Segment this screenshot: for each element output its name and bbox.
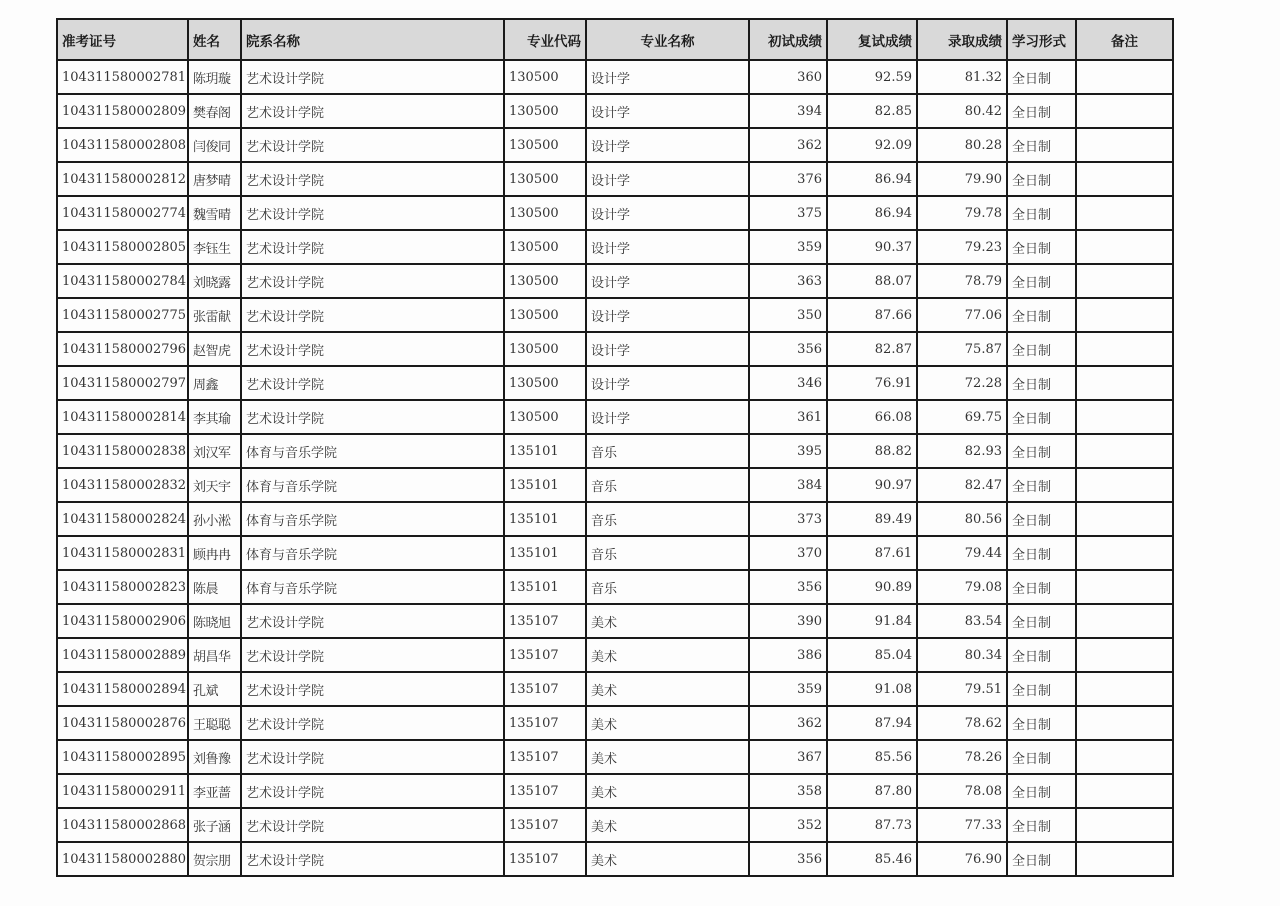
cell-major-code: 130500: [504, 332, 586, 366]
cell-admission-score: 79.23: [917, 230, 1007, 264]
cell-admission-score: 75.87: [917, 332, 1007, 366]
cell-department: 艺术设计学院: [241, 774, 504, 808]
cell-study-mode: 全日制: [1007, 570, 1076, 604]
table-row: [57, 230, 1173, 264]
cell-name: 孙小淞: [188, 502, 241, 536]
cell-major-code: 130500: [504, 400, 586, 434]
cell-name: 王聪聪: [188, 706, 241, 740]
cell-study-mode: 全日制: [1007, 128, 1076, 162]
cell-exam-id: 104311580002784: [57, 264, 188, 298]
cell-department: 艺术设计学院: [241, 128, 504, 162]
cell-remarks: [1076, 774, 1173, 808]
cell-prelim-score: 386: [749, 638, 827, 672]
cell-major-code: 135101: [504, 536, 586, 570]
cell-exam-id: 104311580002895: [57, 740, 188, 774]
cell-major-code: 130500: [504, 162, 586, 196]
cell-admission-score: 81.32: [917, 60, 1007, 94]
cell-remarks: [1076, 332, 1173, 366]
header-department: 院系名称: [241, 19, 504, 60]
table-row: [57, 60, 1173, 94]
cell-department: 艺术设计学院: [241, 94, 504, 128]
cell-department: 体育与音乐学院: [241, 502, 504, 536]
cell-department: 艺术设计学院: [241, 60, 504, 94]
cell-study-mode: 全日制: [1007, 94, 1076, 128]
header-major-code: 专业代码: [504, 19, 586, 60]
table-row: [57, 162, 1173, 196]
cell-department: 艺术设计学院: [241, 366, 504, 400]
cell-remarks: [1076, 808, 1173, 842]
cell-retest-score: 87.61: [827, 536, 917, 570]
cell-major-code: 130500: [504, 264, 586, 298]
cell-admission-score: 82.47: [917, 468, 1007, 502]
cell-admission-score: 83.54: [917, 604, 1007, 638]
cell-admission-score: 69.75: [917, 400, 1007, 434]
cell-study-mode: 全日制: [1007, 400, 1076, 434]
cell-major-code: 135107: [504, 808, 586, 842]
cell-major-code: 130500: [504, 196, 586, 230]
cell-major-name: 设计学: [586, 230, 749, 264]
cell-admission-score: 78.79: [917, 264, 1007, 298]
cell-major-name: 设计学: [586, 60, 749, 94]
cell-name: 陈晨: [188, 570, 241, 604]
cell-admission-score: 79.08: [917, 570, 1007, 604]
cell-name: 刘晓露: [188, 264, 241, 298]
cell-major-code: 135107: [504, 740, 586, 774]
cell-prelim-score: 395: [749, 434, 827, 468]
table-row: [57, 672, 1173, 706]
cell-retest-score: 90.97: [827, 468, 917, 502]
cell-prelim-score: 362: [749, 706, 827, 740]
table-row: [57, 740, 1173, 774]
cell-exam-id: 104311580002781: [57, 60, 188, 94]
table-row: [57, 502, 1173, 536]
cell-admission-score: 78.26: [917, 740, 1007, 774]
cell-remarks: [1076, 400, 1173, 434]
cell-name: 周鑫: [188, 366, 241, 400]
table-row: [57, 128, 1173, 162]
cell-remarks: [1076, 604, 1173, 638]
cell-exam-id: 104311580002894: [57, 672, 188, 706]
cell-admission-score: 78.62: [917, 706, 1007, 740]
cell-name: 魏雪晴: [188, 196, 241, 230]
cell-major-code: 135107: [504, 604, 586, 638]
header-retest-score: 复试成绩: [827, 19, 917, 60]
table-row: [57, 366, 1173, 400]
cell-department: 艺术设计学院: [241, 196, 504, 230]
cell-study-mode: 全日制: [1007, 774, 1076, 808]
cell-exam-id: 104311580002808: [57, 128, 188, 162]
cell-retest-score: 86.94: [827, 196, 917, 230]
cell-department: 体育与音乐学院: [241, 536, 504, 570]
cell-major-code: 135107: [504, 706, 586, 740]
table-row: [57, 536, 1173, 570]
cell-prelim-score: 370: [749, 536, 827, 570]
cell-exam-id: 104311580002774: [57, 196, 188, 230]
cell-exam-id: 104311580002775: [57, 298, 188, 332]
table-body: [57, 60, 1173, 876]
cell-prelim-score: 394: [749, 94, 827, 128]
cell-name: 张子涵: [188, 808, 241, 842]
table-header-row: [57, 19, 1173, 60]
table-row: [57, 468, 1173, 502]
cell-department: 体育与音乐学院: [241, 468, 504, 502]
cell-major-name: 设计学: [586, 298, 749, 332]
cell-department: 艺术设计学院: [241, 842, 504, 876]
header-prelim-score: 初试成绩: [749, 19, 827, 60]
cell-major-name: 美术: [586, 740, 749, 774]
cell-prelim-score: 390: [749, 604, 827, 638]
cell-prelim-score: 358: [749, 774, 827, 808]
cell-retest-score: 91.84: [827, 604, 917, 638]
cell-department: 艺术设计学院: [241, 808, 504, 842]
cell-exam-id: 104311580002832: [57, 468, 188, 502]
cell-exam-id: 104311580002814: [57, 400, 188, 434]
cell-study-mode: 全日制: [1007, 672, 1076, 706]
cell-major-code: 135107: [504, 842, 586, 876]
cell-major-code: 130500: [504, 60, 586, 94]
cell-retest-score: 90.89: [827, 570, 917, 604]
cell-name: 闫俊同: [188, 128, 241, 162]
cell-exam-id: 104311580002812: [57, 162, 188, 196]
cell-retest-score: 82.87: [827, 332, 917, 366]
cell-name: 贺宗朋: [188, 842, 241, 876]
cell-exam-id: 104311580002805: [57, 230, 188, 264]
cell-name: 刘汉军: [188, 434, 241, 468]
cell-major-name: 设计学: [586, 94, 749, 128]
cell-retest-score: 87.80: [827, 774, 917, 808]
cell-remarks: [1076, 672, 1173, 706]
cell-major-name: 设计学: [586, 366, 749, 400]
cell-study-mode: 全日制: [1007, 638, 1076, 672]
header-name: 姓名: [188, 19, 241, 60]
cell-admission-score: 82.93: [917, 434, 1007, 468]
cell-exam-id: 104311580002838: [57, 434, 188, 468]
cell-exam-id: 104311580002906: [57, 604, 188, 638]
admission-list-table: [56, 18, 1174, 877]
cell-remarks: [1076, 502, 1173, 536]
cell-retest-score: 76.91: [827, 366, 917, 400]
cell-name: 樊春阁: [188, 94, 241, 128]
cell-exam-id: 104311580002809: [57, 94, 188, 128]
table-row: [57, 434, 1173, 468]
cell-exam-id: 104311580002868: [57, 808, 188, 842]
cell-prelim-score: 384: [749, 468, 827, 502]
cell-major-code: 135107: [504, 638, 586, 672]
cell-exam-id: 104311580002796: [57, 332, 188, 366]
cell-major-name: 设计学: [586, 264, 749, 298]
cell-retest-score: 66.08: [827, 400, 917, 434]
cell-remarks: [1076, 706, 1173, 740]
cell-admission-score: 79.44: [917, 536, 1007, 570]
cell-retest-score: 91.08: [827, 672, 917, 706]
cell-major-code: 130500: [504, 128, 586, 162]
table-row: [57, 808, 1173, 842]
cell-prelim-score: 356: [749, 332, 827, 366]
cell-department: 艺术设计学院: [241, 672, 504, 706]
cell-major-name: 音乐: [586, 502, 749, 536]
cell-study-mode: 全日制: [1007, 366, 1076, 400]
cell-study-mode: 全日制: [1007, 706, 1076, 740]
cell-major-code: 130500: [504, 230, 586, 264]
cell-exam-id: 104311580002823: [57, 570, 188, 604]
cell-name: 李其瑜: [188, 400, 241, 434]
cell-major-code: 130500: [504, 298, 586, 332]
cell-remarks: [1076, 94, 1173, 128]
cell-department: 艺术设计学院: [241, 706, 504, 740]
cell-major-name: 美术: [586, 774, 749, 808]
cell-major-name: 美术: [586, 672, 749, 706]
cell-major-name: 设计学: [586, 196, 749, 230]
cell-study-mode: 全日制: [1007, 264, 1076, 298]
cell-prelim-score: 375: [749, 196, 827, 230]
table-row: [57, 298, 1173, 332]
cell-major-code: 130500: [504, 94, 586, 128]
cell-admission-score: 77.33: [917, 808, 1007, 842]
cell-major-name: 音乐: [586, 468, 749, 502]
cell-department: 艺术设计学院: [241, 638, 504, 672]
cell-name: 刘天宇: [188, 468, 241, 502]
cell-remarks: [1076, 740, 1173, 774]
cell-major-name: 美术: [586, 808, 749, 842]
cell-name: 李亚蔷: [188, 774, 241, 808]
header-major-name: 专业名称: [586, 19, 749, 60]
cell-major-name: 设计学: [586, 400, 749, 434]
header-exam-id: 准考证号: [57, 19, 188, 60]
cell-name: 赵智虎: [188, 332, 241, 366]
table-row: [57, 604, 1173, 638]
cell-major-name: 设计学: [586, 332, 749, 366]
cell-remarks: [1076, 434, 1173, 468]
cell-name: 陈晓旭: [188, 604, 241, 638]
cell-study-mode: 全日制: [1007, 230, 1076, 264]
cell-major-name: 设计学: [586, 128, 749, 162]
cell-admission-score: 80.28: [917, 128, 1007, 162]
cell-retest-score: 90.37: [827, 230, 917, 264]
cell-study-mode: 全日制: [1007, 60, 1076, 94]
table-row: [57, 842, 1173, 876]
cell-exam-id: 104311580002876: [57, 706, 188, 740]
cell-remarks: [1076, 366, 1173, 400]
cell-retest-score: 92.09: [827, 128, 917, 162]
cell-admission-score: 80.56: [917, 502, 1007, 536]
table-row: [57, 638, 1173, 672]
cell-department: 艺术设计学院: [241, 298, 504, 332]
cell-name: 孔斌: [188, 672, 241, 706]
header-remarks: 备注: [1076, 19, 1173, 60]
cell-retest-score: 87.94: [827, 706, 917, 740]
cell-prelim-score: 346: [749, 366, 827, 400]
cell-retest-score: 86.94: [827, 162, 917, 196]
cell-retest-score: 89.49: [827, 502, 917, 536]
cell-exam-id: 104311580002797: [57, 366, 188, 400]
cell-retest-score: 88.82: [827, 434, 917, 468]
cell-prelim-score: 350: [749, 298, 827, 332]
cell-name: 刘鲁豫: [188, 740, 241, 774]
cell-admission-score: 76.90: [917, 842, 1007, 876]
cell-study-mode: 全日制: [1007, 604, 1076, 638]
cell-major-code: 135107: [504, 774, 586, 808]
cell-exam-id: 104311580002889: [57, 638, 188, 672]
cell-admission-score: 79.78: [917, 196, 1007, 230]
cell-study-mode: 全日制: [1007, 468, 1076, 502]
cell-major-code: 135101: [504, 570, 586, 604]
cell-remarks: [1076, 570, 1173, 604]
cell-exam-id: 104311580002880: [57, 842, 188, 876]
cell-retest-score: 87.66: [827, 298, 917, 332]
table-row: [57, 264, 1173, 298]
cell-major-code: 135101: [504, 502, 586, 536]
table-row: [57, 94, 1173, 128]
cell-department: 艺术设计学院: [241, 400, 504, 434]
cell-exam-id: 104311580002824: [57, 502, 188, 536]
cell-major-name: 音乐: [586, 434, 749, 468]
cell-retest-score: 87.73: [827, 808, 917, 842]
cell-admission-score: 80.34: [917, 638, 1007, 672]
cell-department: 体育与音乐学院: [241, 570, 504, 604]
header-admission-score: 录取成绩: [917, 19, 1007, 60]
cell-exam-id: 104311580002831: [57, 536, 188, 570]
cell-major-name: 美术: [586, 706, 749, 740]
cell-remarks: [1076, 162, 1173, 196]
cell-admission-score: 79.90: [917, 162, 1007, 196]
cell-retest-score: 82.85: [827, 94, 917, 128]
cell-remarks: [1076, 264, 1173, 298]
cell-major-code: 135101: [504, 434, 586, 468]
cell-retest-score: 85.56: [827, 740, 917, 774]
cell-exam-id: 104311580002911: [57, 774, 188, 808]
cell-study-mode: 全日制: [1007, 332, 1076, 366]
cell-department: 艺术设计学院: [241, 162, 504, 196]
cell-prelim-score: 363: [749, 264, 827, 298]
cell-name: 唐梦晴: [188, 162, 241, 196]
cell-department: 艺术设计学院: [241, 230, 504, 264]
cell-name: 顾冉冉: [188, 536, 241, 570]
cell-remarks: [1076, 638, 1173, 672]
cell-admission-score: 80.42: [917, 94, 1007, 128]
table-row: [57, 332, 1173, 366]
cell-prelim-score: 367: [749, 740, 827, 774]
cell-admission-score: 77.06: [917, 298, 1007, 332]
cell-study-mode: 全日制: [1007, 536, 1076, 570]
cell-major-name: 美术: [586, 604, 749, 638]
cell-study-mode: 全日制: [1007, 842, 1076, 876]
cell-remarks: [1076, 536, 1173, 570]
cell-study-mode: 全日制: [1007, 196, 1076, 230]
cell-study-mode: 全日制: [1007, 502, 1076, 536]
cell-admission-score: 72.28: [917, 366, 1007, 400]
table-row: [57, 400, 1173, 434]
table-row: [57, 774, 1173, 808]
cell-remarks: [1076, 298, 1173, 332]
cell-study-mode: 全日制: [1007, 162, 1076, 196]
cell-admission-score: 78.08: [917, 774, 1007, 808]
cell-major-name: 美术: [586, 638, 749, 672]
table-row: [57, 706, 1173, 740]
table-row: [57, 570, 1173, 604]
cell-remarks: [1076, 842, 1173, 876]
header-study-mode: 学习形式: [1007, 19, 1076, 60]
cell-remarks: [1076, 468, 1173, 502]
cell-department: 艺术设计学院: [241, 740, 504, 774]
cell-major-name: 音乐: [586, 536, 749, 570]
cell-department: 体育与音乐学院: [241, 434, 504, 468]
cell-study-mode: 全日制: [1007, 808, 1076, 842]
cell-remarks: [1076, 128, 1173, 162]
cell-department: 艺术设计学院: [241, 604, 504, 638]
cell-major-code: 135101: [504, 468, 586, 502]
cell-major-name: 音乐: [586, 570, 749, 604]
cell-major-name: 设计学: [586, 162, 749, 196]
cell-prelim-score: 356: [749, 842, 827, 876]
cell-retest-score: 88.07: [827, 264, 917, 298]
cell-study-mode: 全日制: [1007, 740, 1076, 774]
cell-remarks: [1076, 230, 1173, 264]
cell-department: 艺术设计学院: [241, 264, 504, 298]
cell-major-code: 135107: [504, 672, 586, 706]
cell-prelim-score: 352: [749, 808, 827, 842]
cell-study-mode: 全日制: [1007, 298, 1076, 332]
cell-name: 李钰生: [188, 230, 241, 264]
cell-study-mode: 全日制: [1007, 434, 1076, 468]
cell-remarks: [1076, 196, 1173, 230]
cell-prelim-score: 360: [749, 60, 827, 94]
cell-admission-score: 79.51: [917, 672, 1007, 706]
cell-prelim-score: 356: [749, 570, 827, 604]
cell-major-name: 美术: [586, 842, 749, 876]
cell-prelim-score: 362: [749, 128, 827, 162]
cell-retest-score: 85.46: [827, 842, 917, 876]
cell-name: 陈玥璇: [188, 60, 241, 94]
cell-prelim-score: 361: [749, 400, 827, 434]
cell-major-code: 130500: [504, 366, 586, 400]
cell-name: 胡昌华: [188, 638, 241, 672]
cell-retest-score: 92.59: [827, 60, 917, 94]
cell-prelim-score: 376: [749, 162, 827, 196]
table-row: [57, 196, 1173, 230]
cell-department: 艺术设计学院: [241, 332, 504, 366]
cell-name: 张雷献: [188, 298, 241, 332]
cell-retest-score: 85.04: [827, 638, 917, 672]
cell-prelim-score: 373: [749, 502, 827, 536]
cell-prelim-score: 359: [749, 230, 827, 264]
cell-prelim-score: 359: [749, 672, 827, 706]
cell-remarks: [1076, 60, 1173, 94]
